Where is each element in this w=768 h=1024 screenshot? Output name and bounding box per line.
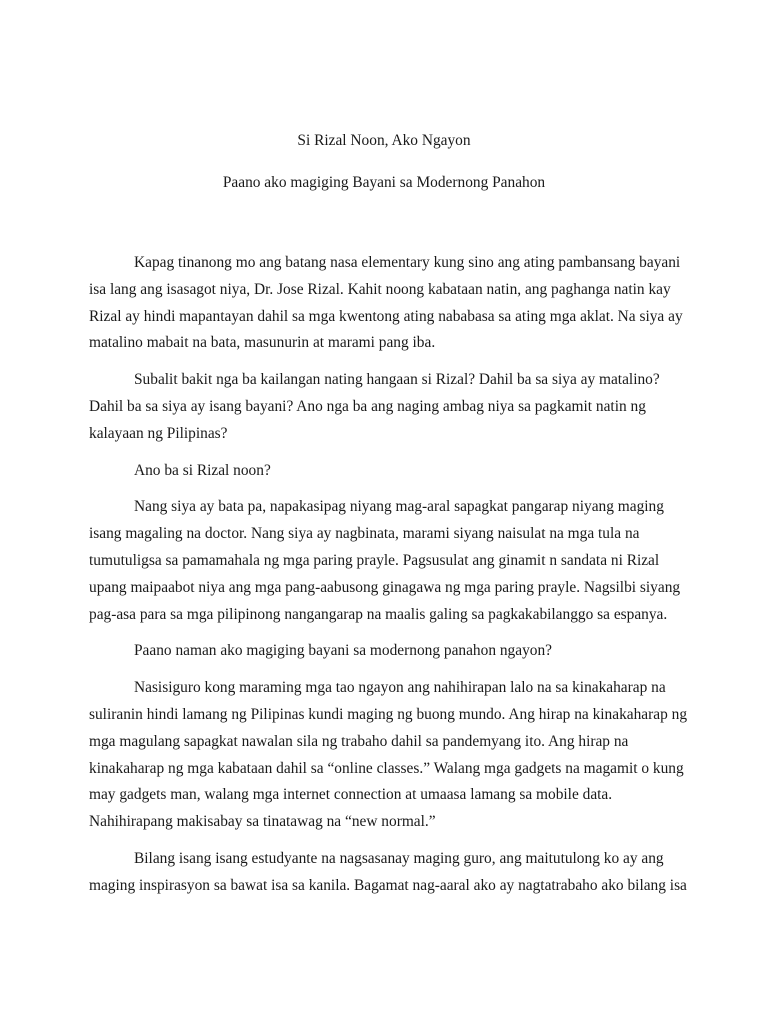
paragraph-line: tumutuligsa sa pamamahala ng mga paring prayle. Pagsusulat ang ginamit n sandata ni Rizal xyxy=(89,551,660,569)
paragraph-line: Rizal ay hindi mapantayan dahil sa mga kwentong ating nababasa sa ating mga aklat. Na siya ay xyxy=(89,307,683,325)
paragraph-line: Ano ba si Rizal noon? xyxy=(134,461,271,479)
paragraph-line: may gadgets man, walang mga internet connection at umaasa lamang sa mobile data. xyxy=(89,786,613,804)
paragraph xyxy=(89,846,689,900)
paragraph-line: maging inspirasyon sa bawat isa sa kanila. Bagamat nag-aaral ako ay nagtatrabaho ako bilang isa xyxy=(89,876,687,894)
paragraph-line: isang magaling na doctor. Nang siya ay nagbinata, marami siyang naisulat na mga tula na xyxy=(89,525,640,543)
paragraph-line: pag-asa para sa mga pilipinong nangangarap na maalis galing sa pagkakabilanggo sa espanya. xyxy=(89,605,668,623)
paragraph-line: isa lang ang isasagot niya, Dr. Jose Rizal. Kahit noong kabataan natin, ang paghanga natin kay xyxy=(89,280,671,298)
paragraph-line: Nahihirapang makisabay sa tinatawag na “new normal.” xyxy=(89,813,436,831)
paragraph xyxy=(89,458,689,485)
document-subtitle: Paano ako magiging Bayani sa Modernong Panahon xyxy=(222,174,546,191)
paragraph xyxy=(89,494,689,628)
paragraph xyxy=(89,638,689,665)
document-title: Si Rizal Noon, Ako Ngayon xyxy=(297,132,471,149)
paragraph-line: kinakaharap ng mga kabataan dahil sa “online classes.” Walang mga gadgets na magamit o kung xyxy=(89,759,684,777)
paragraph-line: Dahil ba sa siya ay isang bayani? Ano nga ba ang naging ambag niya sa pagkamit natin ng xyxy=(89,397,646,415)
paragraph xyxy=(89,367,689,447)
paragraph-line: Bilang isang isang estudyante na nagsasanay maging guro, ang maitutulong ko ay ang xyxy=(134,849,664,867)
paragraph-line: Nang siya ay bata pa, napakasipag niyang mag-aral sapagkat pangarap niyang maging xyxy=(134,498,664,516)
paragraph xyxy=(89,675,689,836)
paragraph-line: suliranin hindi lamang ng Pilipinas kundi maging ng buong mundo. Ang hirap na kinakaharap ng xyxy=(89,705,688,723)
paragraph-line: matalino mabait na bata, masunurin at marami pang iba. xyxy=(89,334,436,352)
paragraph-line: Subalit bakit nga ba kailangan nating hangaan si Rizal? Dahil ba sa siya ay matalino? xyxy=(134,371,660,389)
paragraph-line: mga magulang sapagkat nawalan sila ng trabaho dahil sa pandemyang ito. Ang hirap na xyxy=(89,732,629,750)
paragraph-line: Kapag tinanong mo ang batang nasa elementary kung sino ang ating pambansang bayani xyxy=(134,254,681,271)
paragraph-line: Paano naman ako magiging bayani sa modernong panahon ngayon? xyxy=(134,642,552,660)
paragraph-line: Nasisiguro kong maraming mga tao ngayon ang nahihirapan lalo na sa kinakaharap na xyxy=(134,679,666,697)
document-body xyxy=(89,250,689,910)
paragraph xyxy=(89,250,689,357)
paragraph-line: kalayaan ng Pilipinas? xyxy=(89,424,228,442)
paragraph-line: upang maipaabot niya ang mga pang-aabusong ginagawa ng mga paring prayle. Nagsilbi siyang xyxy=(89,578,681,596)
